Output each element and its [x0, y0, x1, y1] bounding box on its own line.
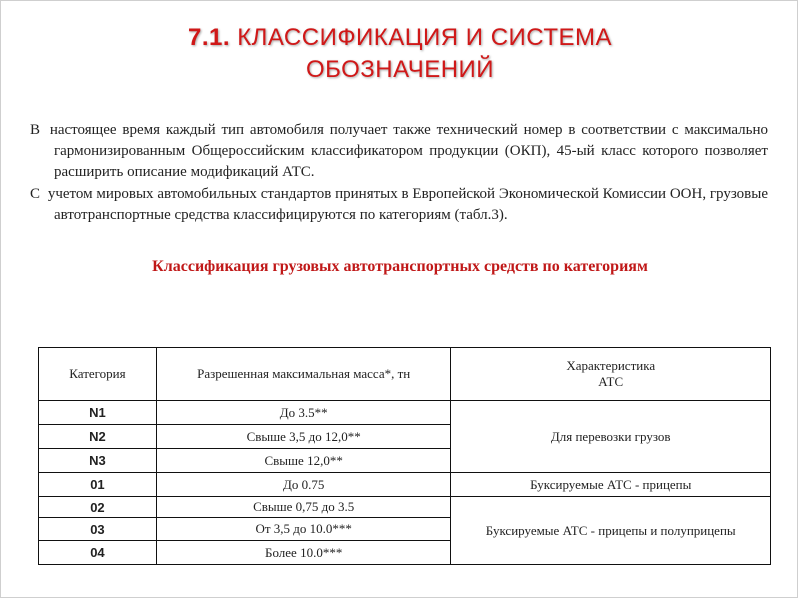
cell-characteristic-trailers: Буксируемые АТС - прицепы	[451, 473, 771, 497]
cell-characteristic-trailers-semitrailers: Буксируемые АТС - прицепы и полуприцепы	[451, 497, 771, 565]
page-title	[0, 22, 800, 86]
header-characteristic-line2: АТС	[598, 374, 624, 389]
paragraph-text: учетом мировых автомобильных стандартов принятых в Европейской Экономической Комиссии ООН, грузовые автотранспортные средства классифицируются по категориям (табл.3).	[47, 186, 768, 223]
cell-characteristic-trucks: Для перевозки грузов	[451, 401, 771, 473]
cell-category: 03	[39, 518, 157, 541]
cell-mass: Свыше 12,0**	[156, 449, 451, 473]
cell-mass: До 3.5**	[156, 401, 451, 425]
cell-mass: Свыше 0,75 до 3.5	[156, 497, 451, 518]
cell-category: N3	[39, 449, 157, 473]
table-title: Классификация грузовых автотранспортных средств по категориям	[152, 258, 648, 275]
header-mass: Разрешенная максимальная масса*, тн	[156, 348, 451, 401]
table-row	[39, 401, 771, 425]
title-line2: ОБОЗНАЧЕНИЙ	[305, 56, 495, 83]
paragraph-okp	[30, 120, 768, 183]
title-line1: КЛАССИФИКАЦИЯ И СИСТЕМА	[237, 24, 613, 51]
cell-category: N1	[39, 401, 157, 425]
cell-mass: Более 10.0***	[156, 541, 451, 565]
cell-category: 02	[39, 497, 157, 518]
cell-category: 01	[39, 473, 157, 497]
cell-mass: До 0.75	[156, 473, 451, 497]
classification-table	[38, 347, 771, 565]
header-characteristic-line1: Характеристика	[566, 358, 656, 373]
header-category: Категория	[39, 348, 157, 401]
paragraph-text: настоящее время каждый тип автомобиля получает также технический номер в соответствии с максимально гармонизированным Общероссийским классификатором продукции (ОКП), 45-ый класс которого позволяет расширить описание модификаций АТС.	[49, 122, 769, 180]
title-number: 7.1.	[187, 24, 231, 51]
cell-category: N2	[39, 425, 157, 449]
cell-mass: Свыше 3,5 до 12,0**	[156, 425, 451, 449]
table-row	[39, 473, 771, 497]
cell-mass: От 3,5 до 10.0***	[156, 518, 451, 541]
header-characteristic	[451, 348, 771, 401]
table-header-row	[39, 348, 771, 401]
paragraph-marker: В	[30, 122, 41, 138]
paragraph-marker: С	[30, 186, 41, 202]
table-row	[39, 497, 771, 518]
cell-category: 04	[39, 541, 157, 565]
paragraph-un-standards	[30, 184, 768, 226]
